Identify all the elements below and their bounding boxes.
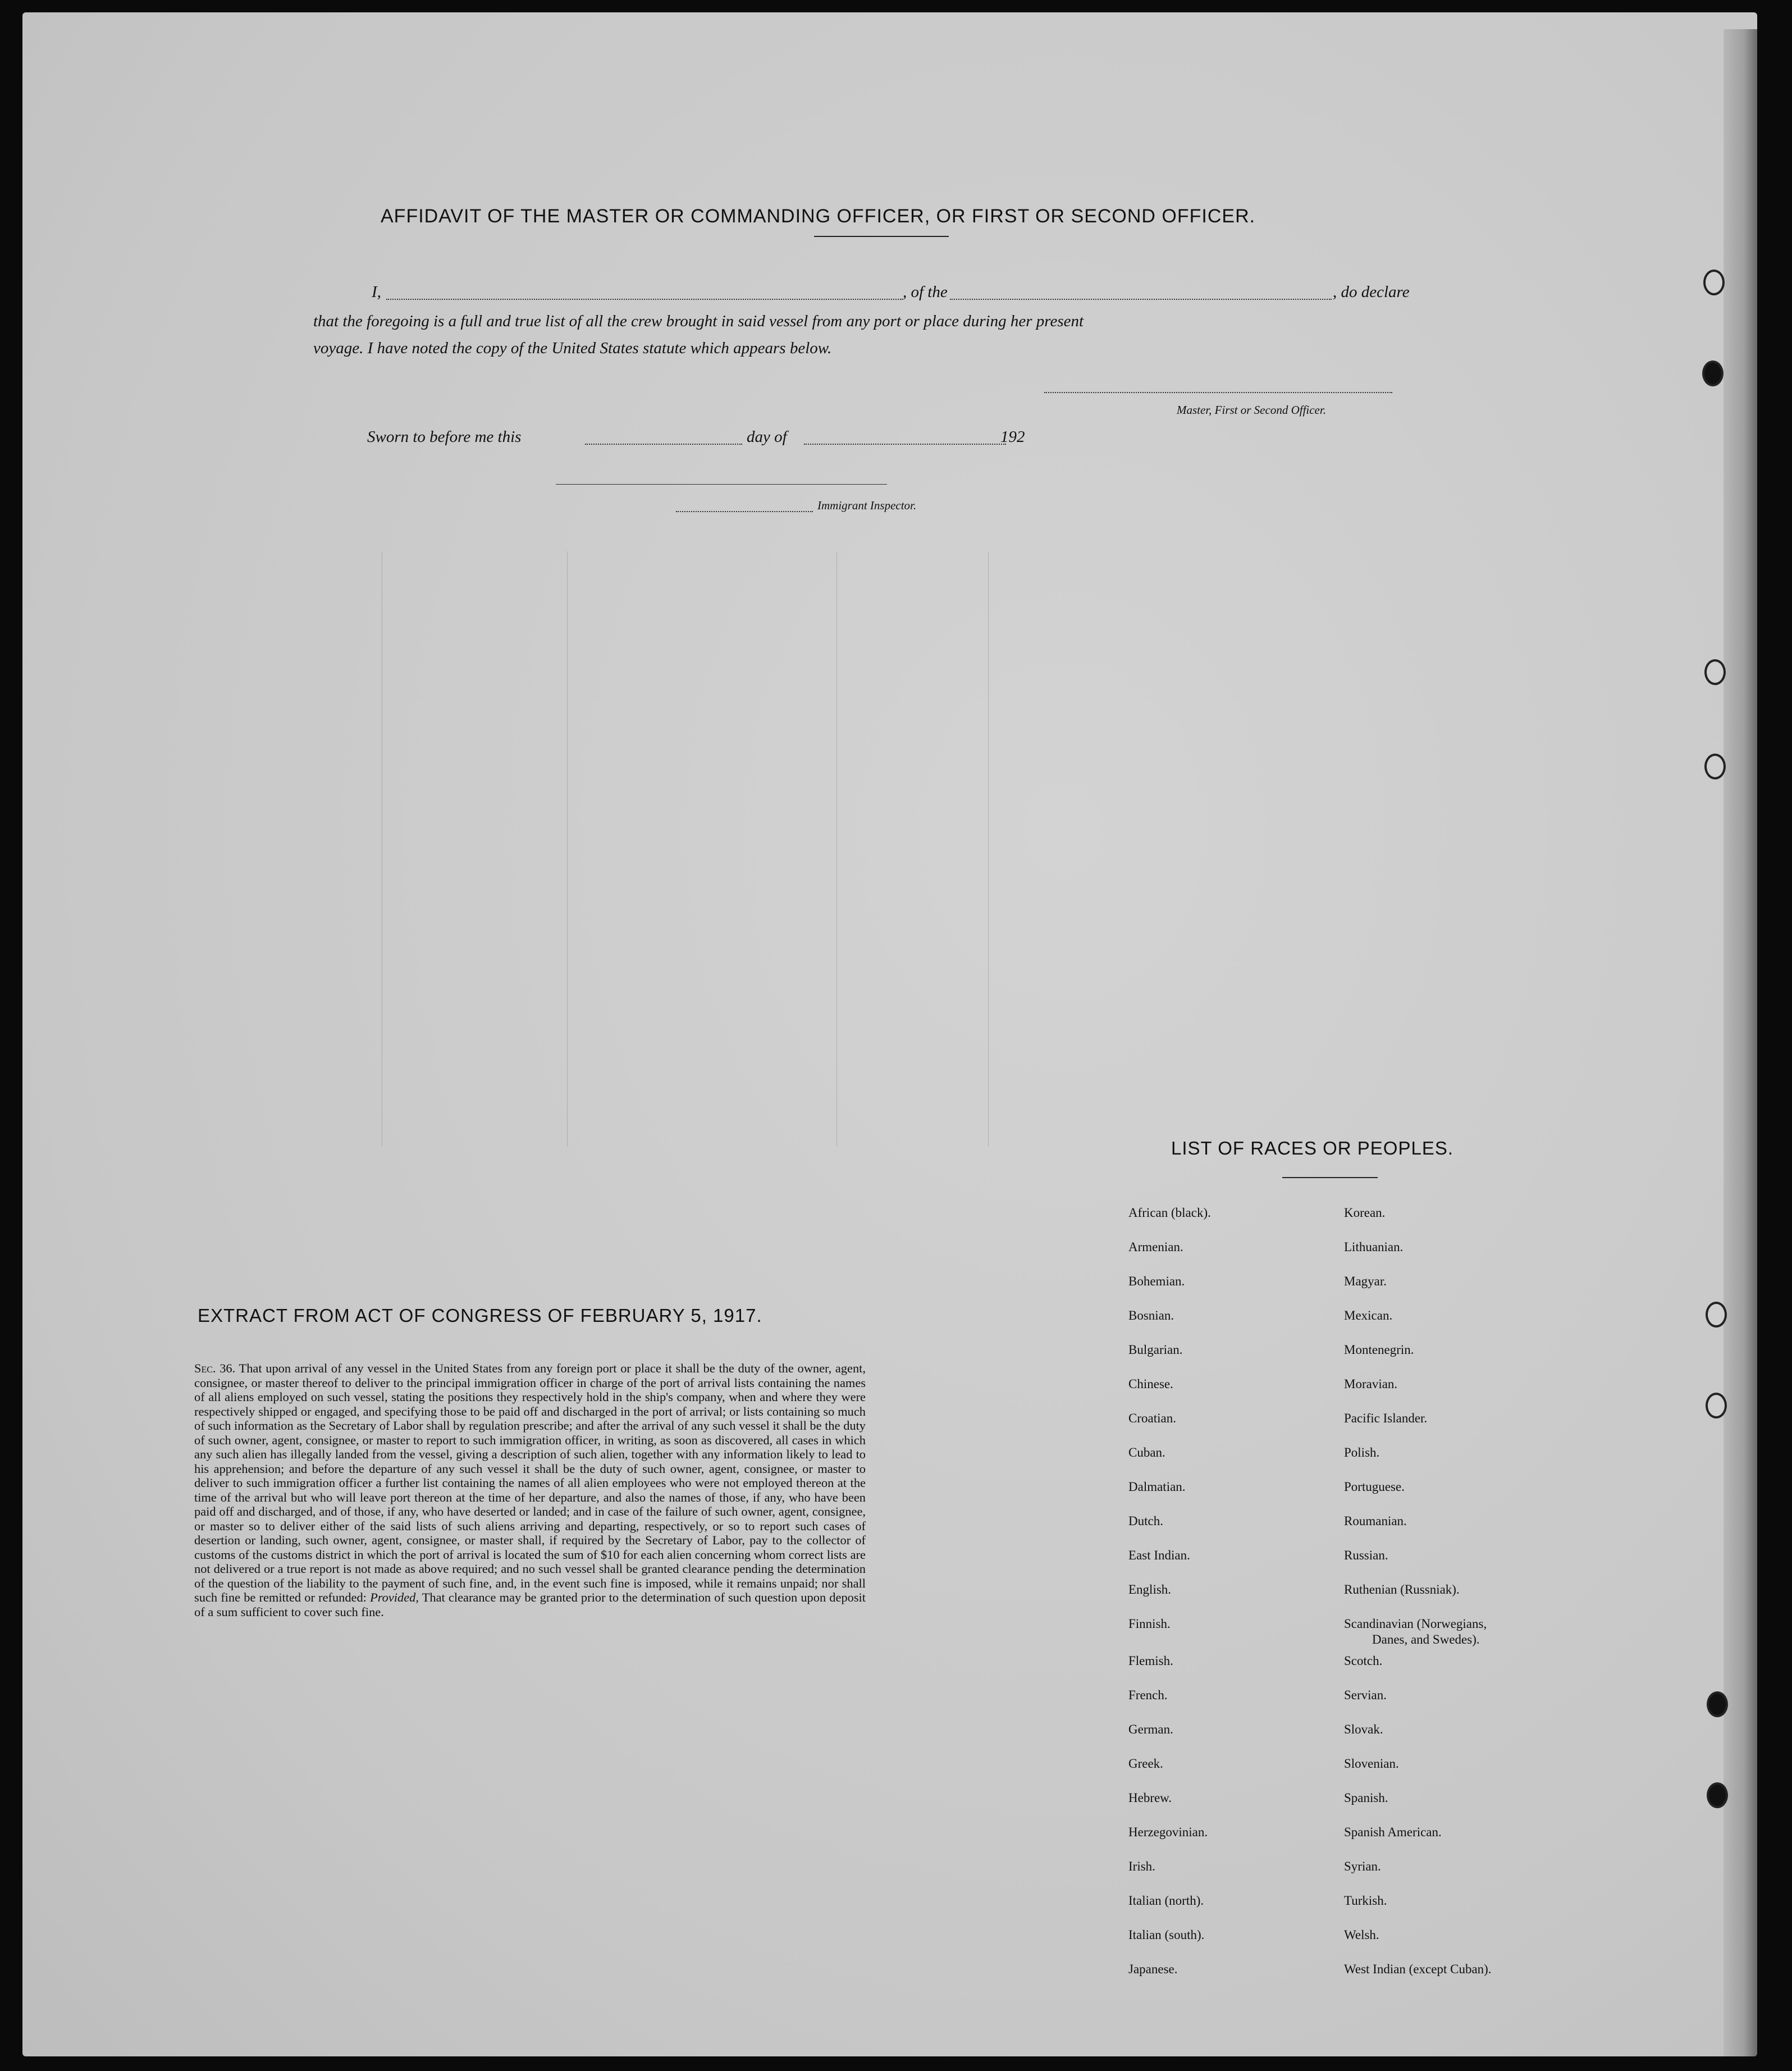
binder-hole <box>1706 1393 1727 1418</box>
race-item: Scandinavian (Norwegians, <box>1344 1617 1487 1631</box>
sworn-text: Sworn to before me this <box>367 428 522 446</box>
inspector-signature-field[interactable] <box>556 484 887 485</box>
faint-column-line <box>988 551 989 1147</box>
race-item: Welsh. <box>1344 1928 1379 1942</box>
faint-column-line <box>836 551 837 1147</box>
race-item-continued: Danes, and Swedes). <box>1372 1632 1480 1646</box>
affidavit-line-2: that the foregoing is a full and true list of all the crew brought in said vessel from any port or place during her present <box>313 312 1084 330</box>
affidavit-i: I, <box>372 283 381 301</box>
race-item: African (black). <box>1128 1206 1211 1220</box>
race-item: Japanese. <box>1128 1962 1178 1976</box>
race-item: Bulgarian. <box>1128 1343 1183 1357</box>
races-title-underline <box>1282 1177 1378 1178</box>
races-title: LIST OF RACES OR PEOPLES. <box>1171 1138 1454 1158</box>
race-item: Spanish. <box>1344 1791 1388 1805</box>
race-item: Korean. <box>1344 1206 1386 1220</box>
race-item: Polish. <box>1344 1445 1380 1459</box>
binder-hole <box>1707 1782 1728 1808</box>
race-item: German. <box>1128 1722 1173 1736</box>
race-item: Slovenian. <box>1344 1757 1399 1771</box>
race-item: Italian (north). <box>1128 1894 1204 1908</box>
race-item: Ruthenian (Russniak). <box>1344 1582 1460 1596</box>
race-item: Flemish. <box>1128 1654 1173 1668</box>
race-item: East Indian. <box>1128 1548 1190 1562</box>
section-number: Sec. 36. <box>194 1361 236 1375</box>
race-item: Magyar. <box>1344 1274 1387 1288</box>
race-item: Finnish. <box>1128 1617 1171 1631</box>
proviso-text: That clearance may be granted prior to the determination of such question upon deposit of a sum sufficient to cover such fine. <box>194 1590 866 1619</box>
name-field[interactable] <box>386 299 903 300</box>
race-item: Mexican. <box>1344 1308 1393 1322</box>
race-item: Pacific Islander. <box>1344 1411 1428 1425</box>
race-item: Bosnian. <box>1128 1308 1174 1322</box>
race-item: Herzegovinian. <box>1128 1825 1208 1839</box>
binder-hole <box>1702 361 1724 386</box>
page-edge-stack <box>1724 29 1757 2056</box>
race-item: Bohemian. <box>1128 1274 1185 1288</box>
binder-hole <box>1704 754 1726 779</box>
sworn-day-field[interactable] <box>585 444 742 445</box>
race-item: Moravian. <box>1344 1377 1398 1391</box>
vessel-field[interactable] <box>950 299 1332 300</box>
binder-hole <box>1706 1302 1727 1328</box>
extract-title: EXTRACT FROM ACT OF CONGRESS OF FEBRUARY 5, 1917. <box>198 1305 762 1326</box>
faint-column-line <box>567 551 568 1147</box>
race-item: Spanish American. <box>1344 1825 1442 1839</box>
race-item: Chinese. <box>1128 1377 1173 1391</box>
race-item: Italian (south). <box>1128 1928 1205 1942</box>
section-text: That upon arrival of any vessel in the United States from any foreign port or place it shall be the duty of the owner, agent, consignee, or master thereof to deliver to the principal immigration officer in charge of the port of arrival lists containing the names of all aliens employed on such vessel, stating the positions they respectively hold in the ship's company, when and where they were respectively shipped or engaged, and specifying those to be paid off and discharged in the port of arrival; or lists containing so much of such information as the Secretary of Labor shall by regulation prescribe; and after the arrival of any such vessel it shall be the duty of such owner, agent, consignee, or master to report to such immigration officer, in writing, as soon as discovered, all cases in which any such alien has illegally landed from the vessel, giving a description of such alien, together with any information likely to lead to his apprehension; and before the departure of any such vessel it shall be the duty of such owner, agent, consignee, or master to deliver to such immigration officer a further list containing the names of all alien employees who were not employed thereon at the time of the arrival but who will leave port thereon at the time of her departure, and also the names of those, if any, who have been paid off and discharged, and of those, if any, who have deserted or landed; and in case of the failure of such owner, agent, consignee, or master so to deliver either of the said lists of such aliens arriving and departing, respectively, or so to report such cases of desertion or landing, such owner, agent, consignee, or master shall, if required by the Secretary of Labor, pay to the collector of customs of the customs district in which the port of arrival is located the sum of $10 for each alien concerning whom correct lists are not delivered or a true report is not made as above required; and no such vessel shall be granted clearance pending the determination of the question of the liability to the payment of such fine, and, in the event such fine is imposed, while it remains unpaid; nor shall such fine be remitted or refunded: <box>194 1361 866 1604</box>
race-item: Roumanian. <box>1344 1514 1407 1528</box>
race-item: Montenegrin. <box>1344 1343 1414 1357</box>
race-item: Croatian. <box>1128 1411 1176 1425</box>
race-item: Slovak. <box>1344 1722 1383 1736</box>
affidavit-of-the: , of the <box>903 283 948 301</box>
race-item: Armenian. <box>1128 1240 1183 1254</box>
race-item: Lithuanian. <box>1344 1240 1404 1254</box>
race-item: Turkish. <box>1344 1894 1387 1908</box>
signature-label: Master, First or Second Officer. <box>1177 403 1326 417</box>
race-item: Scotch. <box>1344 1654 1383 1668</box>
race-item: Dutch. <box>1128 1514 1163 1528</box>
race-item: Irish. <box>1128 1859 1155 1873</box>
race-item: English. <box>1128 1582 1172 1596</box>
binder-hole <box>1704 659 1726 685</box>
affidavit-do-declare: , do declare <box>1333 283 1410 301</box>
signature-field[interactable] <box>1044 392 1392 393</box>
race-item: Cuban. <box>1128 1445 1165 1459</box>
race-item: Dalmatian. <box>1128 1480 1186 1494</box>
proviso-word: Provided, <box>370 1590 419 1604</box>
race-item: Syrian. <box>1344 1859 1381 1873</box>
affidavit-line-3: voyage. I have noted the copy of the United States statute which appears below. <box>313 339 832 357</box>
race-item: Greek. <box>1128 1757 1163 1771</box>
sworn-year: 192 <box>1000 428 1025 446</box>
inspector-label: Immigrant Inspector. <box>817 499 917 512</box>
race-item: West Indian (except Cuban). <box>1344 1962 1492 1976</box>
race-item: Portuguese. <box>1344 1480 1405 1494</box>
inspector-name-field[interactable] <box>676 511 813 512</box>
affidavit-title: AFFIDAVIT OF THE MASTER OR COMMANDING OFFICER, OR FIRST OR SECOND OFFICER. <box>381 206 1256 227</box>
race-item: French. <box>1128 1688 1168 1702</box>
binder-hole <box>1703 270 1725 295</box>
sworn-month-field[interactable] <box>804 444 1006 445</box>
extract-body <box>194 1361 866 1619</box>
document-page <box>22 12 1757 2056</box>
race-item: Hebrew. <box>1128 1791 1172 1805</box>
race-item: Servian. <box>1344 1688 1387 1702</box>
race-item: Russian. <box>1344 1548 1388 1562</box>
sworn-day-of: day of <box>747 428 787 446</box>
title-underline <box>814 236 949 237</box>
binder-hole <box>1707 1691 1728 1717</box>
